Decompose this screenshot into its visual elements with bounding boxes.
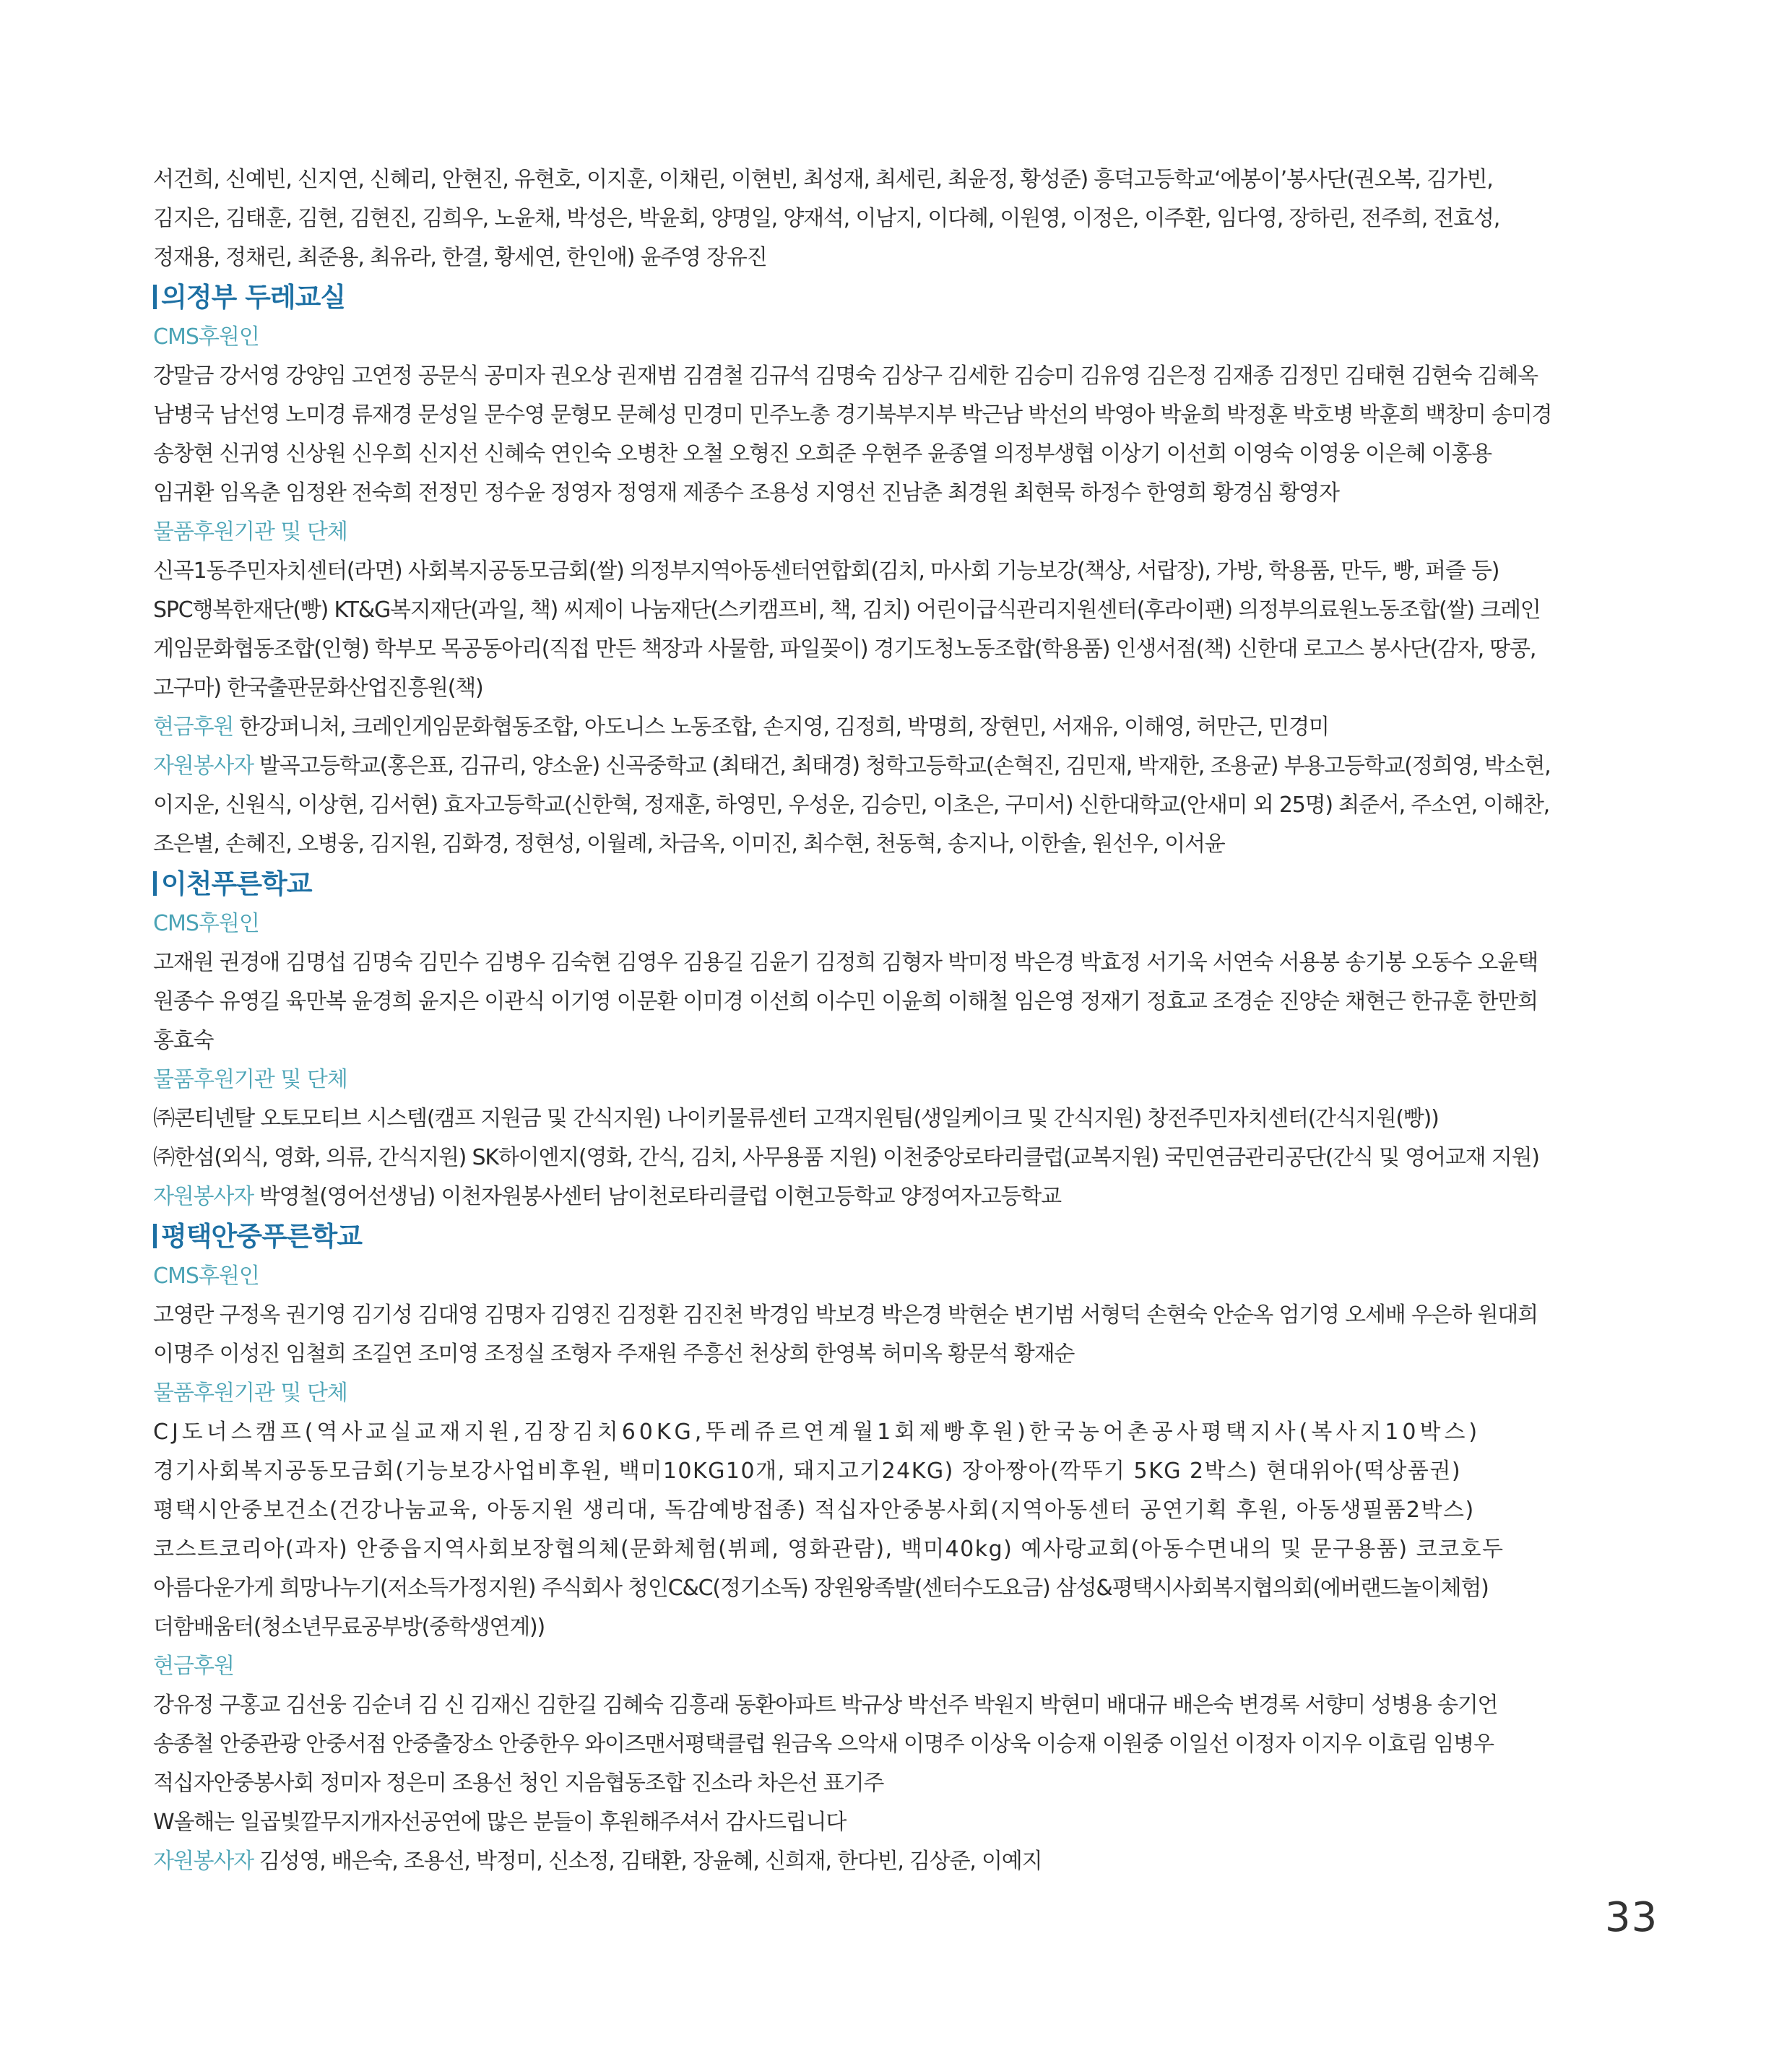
text-line: 더함배움터(청소년무료공부방(중학생연계)) (153, 1615, 545, 1640)
volunteer-text: 발곡고등학교(홍은표, 김규리, 양소윤) 신곡중학교 (최태건, 최태경) 청학고등학교(손혁진, 김민재, 박재한, 조용균) 부용고등학교(정희영, 박소현, (259, 753, 1551, 779)
goods-label: 물품후원기관 및 단체 (153, 1381, 347, 1406)
page-number: 33 (1605, 1894, 1658, 1941)
text-line: 김지은, 김태훈, 김현, 김현진, 김희우, 노윤채, 박성은, 박윤회, 양명일, 양재석, 이남지, 이다혜, 이원영, 이정은, 이주환, 임다영, 장하린, 전주희, 전효성, (153, 206, 1500, 231)
section-heading (153, 277, 1677, 318)
section-heading (153, 1217, 1677, 1257)
volunteer-text: 김성영, 배은숙, 조용선, 박정미, 신소정, 김태환, 장윤혜, 신희재, 한다빈, 김상준, 이예지 (259, 1849, 1042, 1874)
section-uijeongbu (153, 277, 1677, 864)
text-line: ㈜콘티넨탈 오토모티브 시스템(캠프 지원금 및 간식지원) 나이키물류센터 고객지원팀(생일케이크 및 간식지원) 창전주민자치센터(간식지원(빵)) (153, 1106, 1439, 1131)
text-line: SPC행복한재단(빵) KT&G복지재단(과일, 책) 씨제이 나눔재단(스키캠프비, 책, 김치) 어린이급식관리지원센터(후라이팬) 의정부의료원노동조합(쌀) 크레인 (153, 597, 1541, 623)
text-line: ㈜한섬(외식, 영화, 의류, 간식지원) SK하이엔지(영화, 간식, 김치, 사무용품 지원) 이천중앙로타리클럽(교복지원) 국민연금관리공단(간식 및 영어교재 지원) (153, 1145, 1539, 1170)
text-line: 게임문화협동조합(인형) 학부모 목공동아리(직접 만든 책장과 사물함, 파일꽂이) 경기도청노동조합(학용품) 인생서점(책) 신한대 로고스 봉사단(감자, 땅콩, (153, 636, 1536, 662)
text-line: 강말금 강서영 강양임 고연정 공문식 공미자 권오상 권재범 김겸철 김규석 김명숙 김상구 김세한 김승미 김유영 김은정 김재종 김정민 김태현 김현숙 김혜옥 (153, 363, 1538, 389)
section-icheon (153, 864, 1677, 1217)
goods-label: 물품후원기관 및 단체 (153, 519, 347, 545)
text-line: 고재원 권경애 김명섭 김명숙 김민수 김병우 김숙현 김영우 김용길 김윤기 김정희 김형자 박미정 박은경 박효정 서기욱 서연숙 서용봉 송기봉 오동수 오윤택 (153, 950, 1538, 975)
text-line: 고영란 구정옥 권기영 김기성 김대영 김명자 김영진 김정환 김진천 박경임 박보경 박은경 박현순 변기범 서형덕 손현숙 안순옥 엄기영 오세배 우은하 원대희 (153, 1302, 1538, 1328)
text-line: 임귀환 임옥춘 임정완 전숙희 전정민 정수윤 정영자 정영재 제종수 조용성 지영선 진남춘 최경원 최현묵 하정수 한영희 황경심 황영자 (153, 480, 1339, 506)
section-pyeongtaek (153, 1217, 1677, 1881)
text-line: 송종철 안중관광 안중서점 안중출장소 안중한우 와이즈맨서평택클럽 원금옥 으악새 이명주 이상욱 이승재 이원중 이일선 이정자 이지우 이효림 임병우 (153, 1732, 1494, 1757)
text-line: 경기사회복지공동모금회(기능보강사업비후원, 백미10KG10개, 돼지고기24KG) 장아짱아(깍뚜기 5KG 2박스) 현대위아(떡상품권) (153, 1459, 1462, 1484)
cms-label: CMS후원인 (153, 1263, 259, 1289)
text-line: 이명주 이성진 임철희 조길연 조미영 조정실 조형자 주재원 주흥선 천상희 한영복 허미옥 황문석 황재순 (153, 1341, 1075, 1367)
heading-bar-icon (153, 1224, 157, 1248)
text-line: 남병국 남선영 노미경 류재경 문성일 문수영 문형모 문혜성 민경미 민주노총 경기북부지부 박근남 박선의 박영아 박윤희 박정훈 박호병 박훈희 백창미 송미경 (153, 402, 1552, 428)
text-line: 고구마) 한국출판문화산업진흥원(책) (153, 675, 483, 701)
text-line: 조은별, 손혜진, 오병웅, 김지원, 김화경, 정현성, 이월례, 차금옥, 이미진, 최수현, 천동혁, 송지나, 이한솔, 원선우, 이서윤 (153, 831, 1225, 857)
text-line: CJ도너스캠프(역사교실교재지원,김장김치60KG,뚜레쥬르연계월1회제빵후원)한국농어촌공사평택지사(복사지10박스) (153, 1420, 1481, 1445)
text-line: 신곡1동주민자치센터(라면) 사회복지공동모금회(쌀) 의정부지역아동센터연합회(김치, 마사회 기능보강(책상, 서랍장), 가방, 학용품, 만두, 빵, 퍼즐 등) (153, 558, 1499, 584)
heading-bar-icon (153, 285, 157, 309)
text-line: 정재용, 정채린, 최준용, 최유라, 한결, 황세연, 한인애) 윤주영 장유진 (153, 245, 767, 270)
volunteer-label: 자원봉사자 (153, 1849, 254, 1874)
text-line: 이지운, 신원식, 이상현, 김서현) 효자고등학교(신한혁, 정재훈, 하영민, 우성운, 김승민, 이초은, 구미서) 신한대학교(안새미 외 25명) 최준서, 주소연, 이해찬, (153, 792, 1549, 818)
cash-text: 한강퍼니처, 크레인게임문화협동조합, 아도니스 노동조합, 손지영, 김정희, 박명희, 장현민, 서재유, 이해영, 허만근, 민경미 (239, 714, 1329, 740)
text-line: 평택시안중보건소(건강나눔교육, 아동지원 생리대, 독감예방접종) 적십자안중봉사회(지역아동센터 공연기획 후원, 아동생필품2박스) (153, 1498, 1475, 1523)
section-heading (153, 864, 1677, 904)
section-title: 평택안중푸른학교 (161, 1221, 362, 1252)
section-title: 의정부 두레교실 (161, 282, 346, 313)
section-title: 이천푸른학교 (161, 868, 312, 899)
cash-line (153, 708, 1677, 747)
text-line: 강유정 구홍교 김선웅 김순녀 김 신 김재신 김한길 김혜숙 김흥래 동환아파트 박규상 박선주 박원지 박현미 배대규 배은숙 변경록 서향미 성병용 송기언 (153, 1693, 1498, 1718)
text-line: 적십자안중봉사회 정미자 정은미 조용선 청인 지음협동조합 진소라 차은선 표기주 (153, 1771, 884, 1796)
intro-section (153, 160, 1677, 277)
volunteer-line (153, 747, 1677, 786)
text-line: 아름다운가게 희망나누기(저소득가정지원) 주식회사 청인C&C(정기소독) 장원왕족발(센터수도요금) 삼성&평택시사회복지협의회(에버랜드놀이체험) (153, 1576, 1489, 1601)
text-line: 홍효숙 (153, 1028, 214, 1053)
volunteer-text: 박영철(영어선생님) 이천자원봉사센터 남이천로타리클럽 이현고등학교 양정여자고등학교 (259, 1184, 1061, 1209)
goods-label: 물품후원기관 및 단체 (153, 1067, 347, 1092)
cash-label: 현금후원 (153, 1654, 234, 1679)
volunteer-line (153, 1178, 1677, 1217)
text-line: 송창현 신귀영 신상원 신우희 신지선 신혜숙 연인숙 오병찬 오철 오형진 오희준 우현주 윤종열 의정부생협 이상기 이선희 이영숙 이영웅 이은혜 이홍용 (153, 441, 1492, 467)
text-line: 코스트코리아(과자) 안중읍지역사회보장협의체(문화체험(뷔페, 영화관람), 백미40kg) 예사랑교회(아동수면내의 및 문구용품) 코코호두 (153, 1537, 1505, 1562)
text-line: 서건희, 신예빈, 신지연, 신혜리, 안현진, 유현호, 이지훈, 이채린, 이현빈, 최성재, 최세린, 최윤정, 황성준) 흥덕고등학교‘에봉이’봉사단(권오복, 김가빈, (153, 167, 1493, 192)
volunteer-line (153, 1842, 1677, 1881)
volunteer-label: 자원봉사자 (153, 753, 254, 779)
cash-label: 현금후원 (153, 714, 234, 740)
text-line: W올해는 일곱빛깔무지개자선공연에 많은 분들이 후원해주셔서 감사드립니다 (153, 1810, 847, 1835)
document-body (153, 160, 1677, 1881)
cms-label: CMS후원인 (153, 324, 259, 350)
heading-bar-icon (153, 871, 157, 896)
text-line: 원종수 유영길 육만복 윤경희 윤지은 이관식 이기영 이문환 이미경 이선희 이수민 이윤희 이해철 임은영 정재기 정효교 조경순 진양순 채현근 한규훈 한만희 (153, 989, 1538, 1014)
volunteer-label: 자원봉사자 (153, 1184, 254, 1209)
cms-label: CMS후원인 (153, 911, 259, 936)
